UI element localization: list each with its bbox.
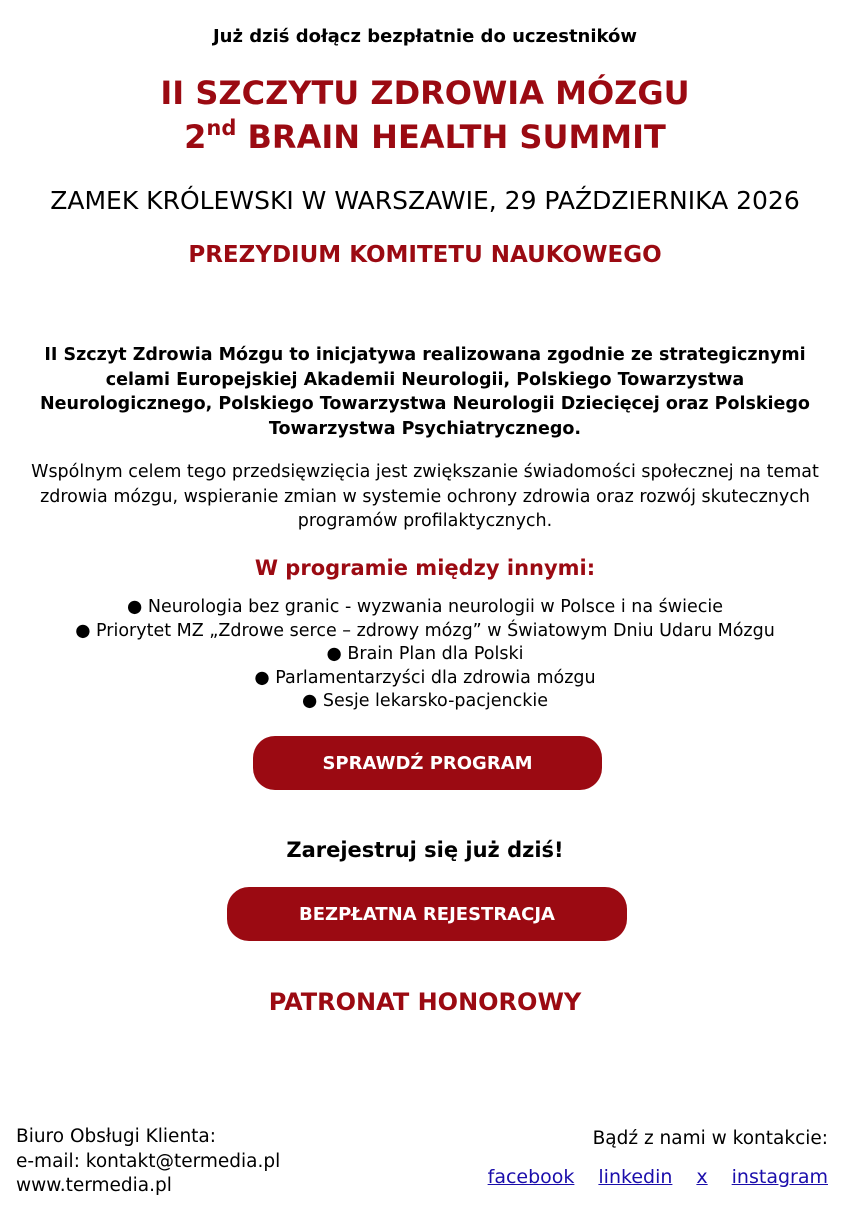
website-text: www.termedia.pl (16, 1175, 172, 1196)
list-item-text: Sesje lekarsko-pacjenckie (322, 691, 548, 711)
bullet: ● (254, 667, 270, 688)
x-link[interactable]: x (696, 1166, 708, 1188)
contact-us-label: Bądź z nami w kontakcie: (592, 1128, 828, 1149)
goal-paragraph: Wspólnym celem tego przedsięwzięcia jest zwiększanie świadomości społecznej na temat zdrowia mózgu, wspieranie zmian w systemie ochrony zdrowia oraz rozwój skutecznych programów profilaktycznych. (31, 462, 819, 531)
list-item (0, 667, 850, 691)
register-cta-text: Zarejestruj się już dziś! (286, 838, 564, 862)
bullet: ● (326, 644, 342, 664)
list-item (0, 620, 850, 644)
list-item (0, 596, 850, 620)
list-item-text: Neurologia bez granic - wyzwania neurologii w Polsce i na świecie (147, 597, 723, 617)
honorary-patronage-heading: PATRONAT HONOROWY (268, 988, 582, 1016)
instagram-link[interactable]: instagram (731, 1166, 828, 1188)
initiative-paragraph: II Szczyt Zdrowia Mózgu to inicjatywa realizowana zgodnie ze strategicznymi celami Europejskiej Akademii Neurologii, Polskiego Towarzystwa Neurologicznego, Polskiego Towarzystwa Neurologii Dziecięcej oraz Polskiego Towarzystwa Psychiatrycznego. (40, 345, 810, 439)
check-program-button[interactable]: SPRAWDŹ PROGRAM (253, 736, 602, 790)
list-item (0, 690, 850, 714)
social-links (488, 1166, 828, 1188)
office-label: Biuro Obsługi Klienta: (16, 1126, 216, 1147)
presidium-heading: PREZYDIUM KOMITETU NAUKOWEGO (188, 242, 662, 268)
title-summit-name: BRAIN HEALTH SUMMIT (236, 118, 666, 156)
event-title-english (0, 118, 850, 156)
email-line: e-mail: kontakt@termedia.pl (16, 1150, 281, 1172)
event-title-polish: II SZCZYTU ZDROWIA MÓZGU (160, 74, 690, 112)
list-item-text: Parlamentarzyści dla zdrowia mózgu (275, 667, 596, 688)
program-list (0, 596, 850, 714)
bullet: ● (127, 597, 143, 617)
venue-date: ZAMEK KRÓLEWSKI W WARSZAWIE, 29 PAŹDZIERNIKA 2026 (50, 186, 800, 215)
bullet: ● (75, 620, 91, 641)
linkedin-link[interactable]: linkedin (598, 1166, 673, 1188)
facebook-link[interactable]: facebook (487, 1166, 575, 1188)
intro-text: Już dziś dołącz bezpłatnie do uczestników (212, 26, 638, 47)
title-ordinal-suffix: nd (206, 116, 237, 140)
footer-contact-info (16, 1125, 280, 1199)
list-item-text: Brain Plan dla Polski (347, 644, 524, 664)
title-ordinal-number: 2 (184, 118, 207, 156)
program-heading: W programie między innymi: (254, 556, 596, 580)
free-registration-button[interactable]: BEZPŁATNA REJESTRACJA (227, 887, 627, 941)
bullet: ● (302, 691, 318, 711)
list-item-text: Priorytet MZ „Zdrowe serce – zdrowy mózg” w Światowym Dniu Udaru Mózgu (96, 620, 775, 641)
list-item (0, 643, 850, 667)
